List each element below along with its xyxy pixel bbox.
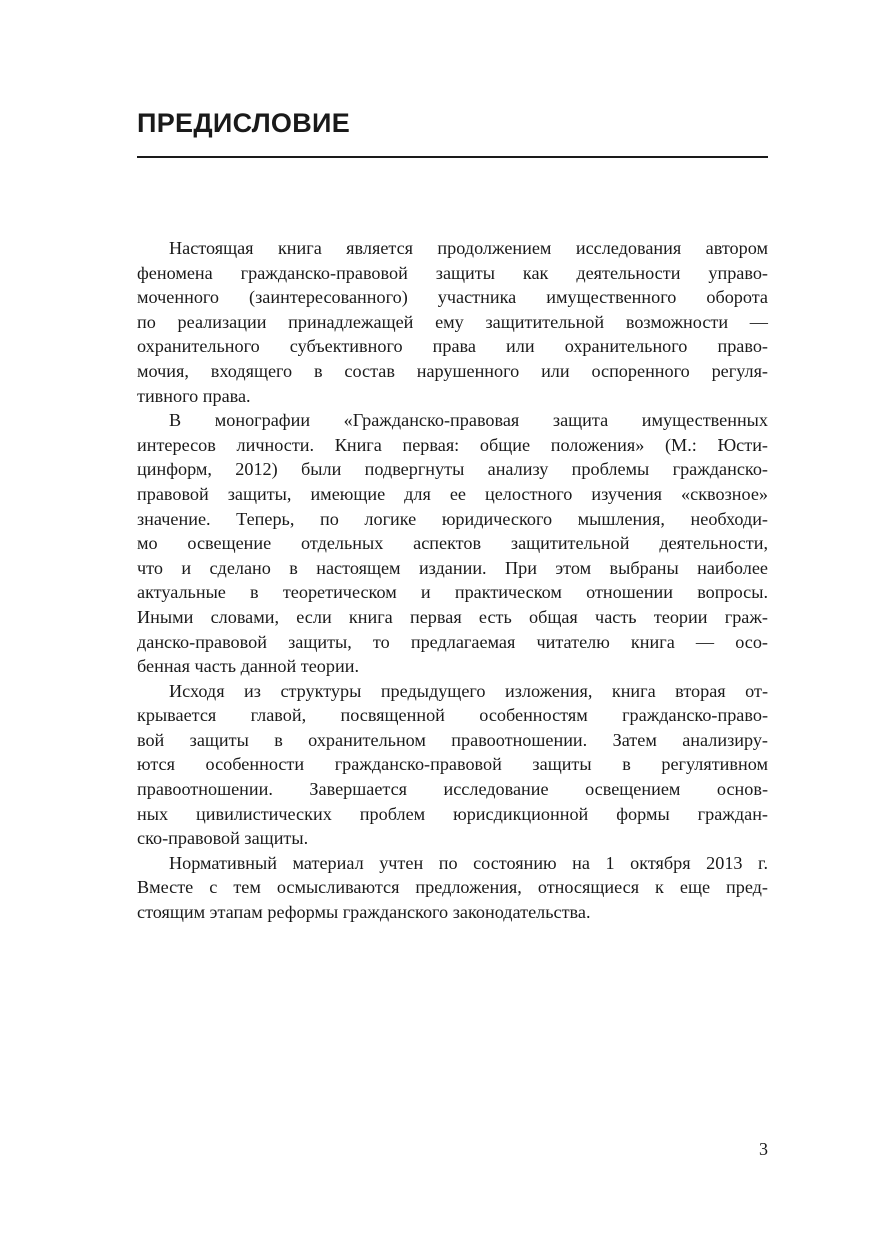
text-line: крывается главой, посвященной особенностям гражданско-право- (137, 705, 768, 726)
text-line: Вместе с тем осмысливаются предложения, относящиеся к еще пред- (137, 877, 768, 898)
text-line: охранительного субъективного права или охранительного право- (137, 336, 768, 357)
text-line: стоящим этапам реформы гражданского законодательства. (137, 902, 591, 923)
page-number: 3 (759, 1139, 768, 1159)
text-line: значение. Теперь, по логике юридического мышления, необходи- (137, 508, 768, 529)
text-line: Иными словами, если книга первая есть общая часть теории граж- (137, 606, 768, 627)
title-underline (137, 156, 768, 158)
text-line: цинформ, 2012) были подвергнуты анализу проблемы гражданско- (137, 459, 768, 480)
paragraph-3 (137, 679, 768, 851)
text-line: Нормативный материал учтен по состоянию на 1 октября 2013 г. (169, 852, 768, 873)
paragraph-2 (137, 408, 768, 679)
text-line: феномена гражданско-правовой защиты как деятельности управо- (137, 262, 768, 283)
text-line: интересов личности. Книга первая: общие положения» (М.: Юсти- (137, 434, 768, 455)
text-line: моченного (заинтересованного) участника имущественного оборота (137, 287, 768, 308)
text-line: ются особенности гражданско-правовой защиты в регулятивном (137, 754, 768, 775)
text-line: правовой защиты, имеющие для ее целостного изучения «сквозное» (137, 483, 768, 504)
chapter-title: ПРЕДИСЛОВИЕ (137, 108, 351, 138)
body-text (137, 236, 768, 925)
paragraph-4 (137, 851, 768, 925)
text-line: тивного права. (137, 385, 251, 406)
text-line: актуальные в теоретическом и практическом отношении вопросы. (137, 582, 768, 603)
text-line: правоотношении. Завершается исследование освещением основ- (137, 779, 768, 800)
text-line: мочия, входящего в состав нарушенного или оспоренного регуля- (137, 360, 768, 381)
text-line: что и сделано в настоящем издании. При этом выбраны наиболее (137, 557, 768, 578)
text-line: ных цивилистических проблем юрисдикционной формы граждан- (137, 803, 768, 824)
text-line: Исходя из структуры предыдущего изложения, книга вторая от- (169, 680, 768, 701)
text-line: мо освещение отдельных аспектов защитительной деятельности, (137, 533, 768, 554)
text-line: вой защиты в охранительном правоотношении. Затем анализиру- (137, 729, 768, 750)
text-line: данско-правовой защиты, то предлагаемая читателю книга — осо- (137, 631, 768, 652)
paragraph-1 (137, 236, 768, 408)
text-line: В монографии «Гражданско-правовая защита имущественных (169, 410, 768, 431)
text-line: по реализации принадлежащей ему защитительной возможности — (137, 311, 768, 332)
text-line: Настоящая книга является продолжением исследования автором (169, 238, 768, 258)
text-line: ско-правовой защиты. (137, 828, 309, 849)
text-line: бенная часть данной теории. (137, 656, 360, 677)
